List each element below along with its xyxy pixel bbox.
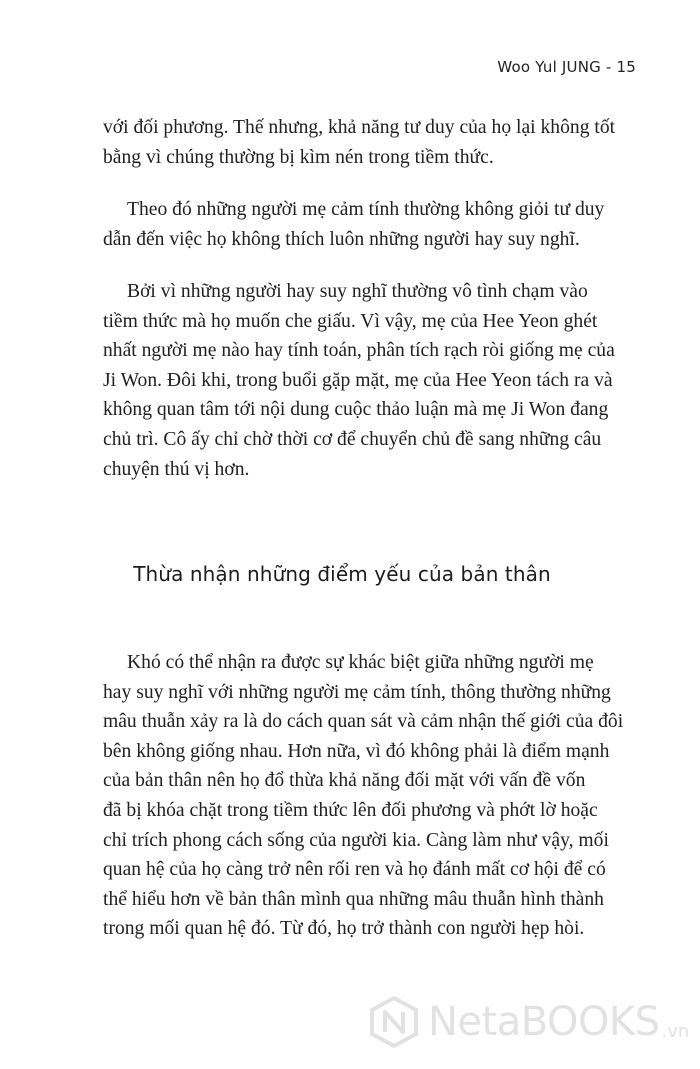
paragraph-line: chủ trì. Cô ấy chỉ chờ thời cơ để chuyển chủ đề sang những câu (103, 428, 602, 450)
paragraph-line: Khó có thể nhận ra được sự khác biệt giữa những người mẹ (127, 652, 594, 673)
paragraph-3 (103, 277, 623, 484)
paragraph-line: mâu thuẫn xảy ra là do cách quan sát và cảm nhận thế giới của đôi (103, 711, 624, 733)
paragraph-line: thể hiểu hơn về bản thân mình qua những mâu thuẫn hình thành (103, 888, 604, 910)
paragraph-line: Theo đó những người mẹ cảm tính thường không giỏi tư duy (127, 199, 605, 220)
paragraph-4 (103, 648, 623, 944)
paragraph-2 (103, 195, 623, 254)
paragraph-1 (103, 113, 623, 172)
paragraph-line: trong mối quan hệ đó. Từ đó, họ trở thành con người hẹp hòi. (103, 918, 585, 940)
paragraph-line: Bởi vì những người hay suy nghĩ thường vô tình chạm vào (127, 281, 588, 302)
running-header: Woo Yul JUNG - 15 (497, 58, 636, 76)
paragraph-line: không quan tâm tới nội dung cuộc thảo luận mà mẹ Ji Won đang (103, 399, 609, 421)
paragraph-line: nhất người mẹ nào hay tính toán, phân tích rạch ròi giống mẹ của (103, 340, 615, 362)
paragraph-line: hay suy nghĩ với những người mẹ cảm tính, thông thường những (103, 681, 611, 703)
paragraph-line: chỉ trích phong cách sống của người kia. Càng làm như vậy, mối (103, 829, 609, 851)
netabooks-watermark (368, 996, 689, 1048)
paragraph-line: đã bị khóa chặt trong tiềm thức lên đối phương và phớt lờ hoặc (103, 799, 598, 821)
paragraph-line: với đối phương. Thế nhưng, khả năng tư duy của họ lại không tốt (103, 117, 616, 138)
watermark-brand: NetaBOOKS (428, 999, 660, 1045)
paragraph-line: quan hệ của họ càng trở nên rối ren và họ đánh mất cơ hội để có (103, 859, 606, 881)
section-heading: Thừa nhận những điểm yếu của bản thân (133, 562, 551, 586)
watermark-suffix: .vn (661, 1021, 690, 1042)
paragraph-line: chuyện thú vị hơn. (103, 458, 250, 480)
netabooks-logo-icon (368, 996, 420, 1048)
paragraph-line: tiềm thức mà họ muốn che giấu. Vì vậy, mẹ của Hee Yeon ghét (103, 310, 598, 332)
paragraph-line: bằng vì chúng thường bị kìm nén trong tiềm thức. (103, 146, 494, 168)
paragraph-line: Ji Won. Đôi khi, trong buổi gặp mặt, mẹ của Hee Yeon tách ra và (103, 369, 613, 391)
paragraph-line: dẫn đến việc họ không thích luôn những người hay suy nghĩ. (103, 228, 580, 250)
paragraph-line: bên không giống nhau. Hơn nữa, vì đó không phải là điểm mạnh (103, 740, 610, 762)
paragraph-line: của bản thân nên họ đổ thừa khả năng đối mặt với vấn đề vốn (103, 770, 586, 792)
